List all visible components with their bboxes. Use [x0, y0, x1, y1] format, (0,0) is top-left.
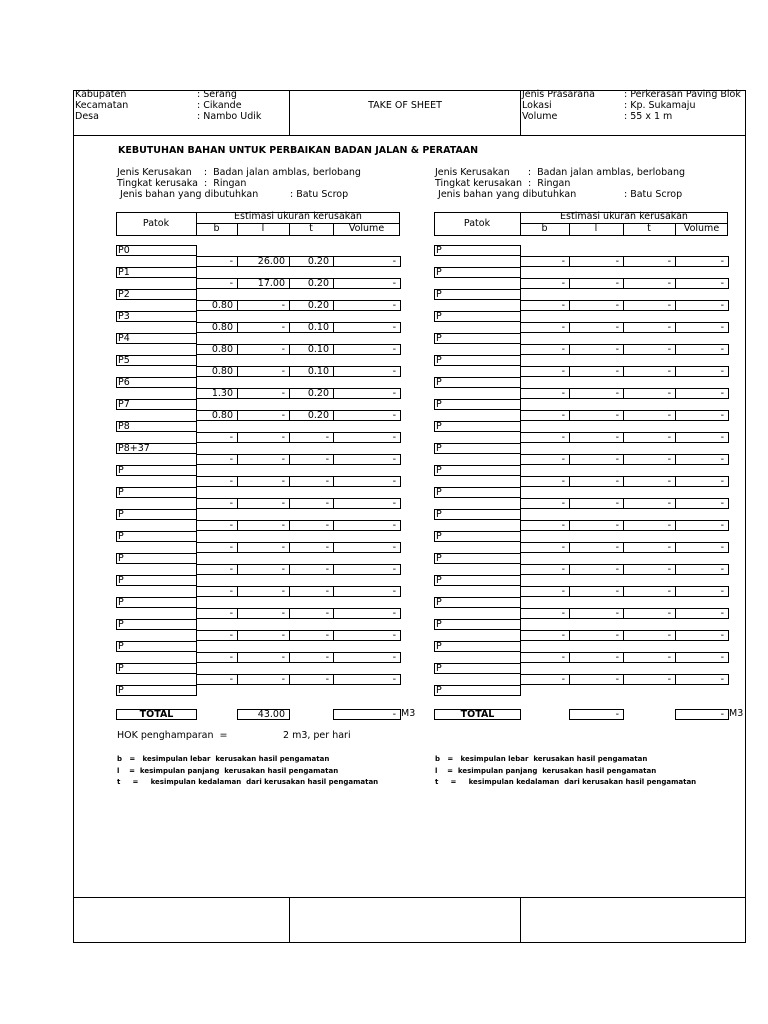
left-l-cell: - — [237, 344, 290, 355]
right-header-l: l — [594, 223, 598, 234]
right-t-cell: - — [623, 652, 676, 663]
left-b-cell: - — [196, 454, 238, 465]
right-l-cell: - — [569, 498, 624, 509]
left-b-cell: 0.80 — [196, 344, 238, 355]
left-b-cell: - — [196, 278, 238, 289]
right-b-cell: - — [520, 608, 570, 619]
right-jenis-bahan: Jenis bahan yang dibutuhkan — [435, 189, 577, 200]
right-l-cell: - — [569, 454, 624, 465]
left-patok-cell: P6 — [116, 377, 197, 388]
right-b-cell: - — [520, 564, 570, 575]
left-patok-cell: P2 — [116, 289, 197, 300]
header-col-divider-2 — [520, 90, 521, 135]
left-l-cell: - — [237, 542, 290, 553]
footer-divider — [73, 897, 746, 898]
right-patok-cell: P — [434, 267, 521, 278]
right-total-label: TOTAL — [434, 709, 521, 720]
left-total-volume: - — [333, 709, 401, 720]
left-t-cell: - — [289, 498, 334, 509]
right-v-cell: - — [675, 454, 729, 465]
left-b-cell: 0.80 — [196, 410, 238, 421]
left-patok-cell: P3 — [116, 311, 197, 322]
right-header-estimasi: Estimasi ukuran kerusakan — [560, 211, 688, 222]
right-t-cell: - — [623, 476, 676, 487]
right-l-cell: - — [569, 278, 624, 289]
left-b-cell: - — [196, 586, 238, 597]
left-t-cell: 0.20 — [289, 300, 334, 311]
right-v-cell: - — [675, 498, 729, 509]
right-v-cell: - — [675, 630, 729, 641]
left-t-cell: 0.10 — [289, 344, 334, 355]
left-patok-cell: P1 — [116, 267, 197, 278]
left-v-cell: - — [333, 278, 401, 289]
right-v-cell: - — [675, 476, 729, 487]
left-v-cell: - — [333, 432, 401, 443]
right-t-cell: - — [623, 630, 676, 641]
left-v-cell: - — [333, 322, 401, 333]
right-b-cell: - — [520, 256, 570, 267]
header-lokasi-label: Lokasi — [522, 100, 552, 111]
right-b-cell: - — [520, 278, 570, 289]
left-b-cell: - — [196, 564, 238, 575]
right-patok-cell: P — [434, 377, 521, 388]
right-patok-cell: P — [434, 487, 521, 498]
left-v-cell: - — [333, 410, 401, 421]
right-patok-cell: P — [434, 531, 521, 542]
left-b-cell: 0.80 — [196, 300, 238, 311]
left-v-cell: - — [333, 630, 401, 641]
right-v-cell: - — [675, 300, 729, 311]
right-b-cell: - — [520, 388, 570, 399]
left-t-cell: 0.20 — [289, 410, 334, 421]
left-header-estimasi: Estimasi ukuran kerusakan — [234, 211, 362, 222]
section-title: KEBUTUHAN BAHAN UNTUK PERBAIKAN BADAN JALAN & PERATAAN — [118, 145, 479, 156]
right-patok-cell: P — [434, 597, 521, 608]
right-patok-cell: P — [434, 575, 521, 586]
left-tingkat-kerusakan: Tingkat kerusaka : Ringan — [117, 178, 247, 189]
right-l-cell: - — [569, 388, 624, 399]
left-total-l: 43.00 — [237, 709, 290, 720]
right-b-cell: - — [520, 498, 570, 509]
right-l-cell: - — [569, 366, 624, 377]
left-patok-cell: P — [116, 531, 197, 542]
right-jenis-bahan-value: : Batu Scrop — [624, 189, 683, 200]
right-l-cell: - — [569, 542, 624, 553]
right-patok-cell: P — [434, 685, 521, 696]
left-patok-cell: P — [116, 663, 197, 674]
left-l-cell: 17.00 — [237, 278, 290, 289]
right-b-cell: - — [520, 432, 570, 443]
left-v-cell: - — [333, 498, 401, 509]
left-header-b: b — [213, 223, 220, 234]
left-l-cell: 26.00 — [237, 256, 290, 267]
left-l-cell: - — [237, 322, 290, 333]
left-l-cell: - — [237, 410, 290, 421]
left-l-cell: - — [237, 586, 290, 597]
right-t-cell: - — [623, 388, 676, 399]
left-t-cell: - — [289, 674, 334, 685]
right-header-b: b — [541, 223, 548, 234]
header-prasarana-label: Jenis Prasarana — [522, 89, 595, 100]
left-t-cell: 0.20 — [289, 256, 334, 267]
right-v-cell: - — [675, 410, 729, 421]
left-l-cell: - — [237, 432, 290, 443]
left-b-cell: - — [196, 652, 238, 663]
left-t-cell: 0.10 — [289, 366, 334, 377]
right-t-cell: - — [623, 608, 676, 619]
left-jenis-bahan-value: : Batu Scrop — [290, 189, 349, 200]
left-v-cell: - — [333, 520, 401, 531]
right-total-l: - — [569, 709, 624, 720]
right-patok-cell: P — [434, 311, 521, 322]
right-v-cell: - — [675, 344, 729, 355]
left-t-cell: - — [289, 454, 334, 465]
right-t-cell: - — [623, 432, 676, 443]
left-total-unit: M3 — [401, 708, 416, 719]
right-b-cell: - — [520, 630, 570, 641]
header-desa-label: Desa — [75, 111, 99, 122]
header-kabupaten-label: Kabupaten — [75, 89, 127, 100]
right-t-cell: - — [623, 256, 676, 267]
header-col-divider-1 — [289, 90, 290, 135]
right-l-cell: - — [569, 674, 624, 685]
sheet-title: TAKE OF SHEET — [368, 100, 442, 111]
right-t-cell: - — [623, 322, 676, 333]
left-t-cell: - — [289, 630, 334, 641]
right-patok-cell: P — [434, 421, 521, 432]
legend-right-b: b = kesimpulan lebar kerusakan hasil pengamatan — [435, 755, 648, 763]
left-header-l: l — [261, 223, 265, 234]
right-t-cell: - — [623, 366, 676, 377]
right-t-cell: - — [623, 300, 676, 311]
left-l-cell: - — [237, 652, 290, 663]
right-l-cell: - — [569, 256, 624, 267]
hok-value: 2 m3, per hari — [283, 730, 351, 741]
right-v-cell: - — [675, 256, 729, 267]
right-t-cell: - — [623, 674, 676, 685]
right-t-cell: - — [623, 586, 676, 597]
right-patok-cell: P — [434, 289, 521, 300]
left-patok-cell: P8+37 — [116, 443, 197, 454]
right-v-cell: - — [675, 520, 729, 531]
right-l-cell: - — [569, 564, 624, 575]
right-b-cell: - — [520, 300, 570, 311]
left-header-patok: Patok — [142, 218, 170, 229]
right-v-cell: - — [675, 366, 729, 377]
left-jenis-kerusakan: Jenis Kerusakan : Badan jalan amblas, berlobang — [117, 167, 361, 178]
left-t-cell: - — [289, 608, 334, 619]
left-t-cell: - — [289, 432, 334, 443]
right-v-cell: - — [675, 586, 729, 597]
header-kabupaten-value: : Serang — [197, 89, 237, 100]
left-patok-cell: P — [116, 641, 197, 652]
left-patok-cell: P — [116, 597, 197, 608]
left-b-cell: - — [196, 608, 238, 619]
header-desa-value: : Nambo Udik — [197, 111, 262, 122]
left-b-cell: - — [196, 674, 238, 685]
right-b-cell: - — [520, 344, 570, 355]
left-patok-cell: P — [116, 487, 197, 498]
left-b-cell: 0.80 — [196, 322, 238, 333]
left-t-cell: - — [289, 564, 334, 575]
legend-right-l: l = kesimpulan panjang kerusakan hasil pengamatan — [435, 767, 657, 775]
right-jenis-kerusakan: Jenis Kerusakan : Badan jalan amblas, berlobang — [435, 167, 685, 178]
header-divider — [73, 135, 746, 136]
right-t-cell: - — [623, 564, 676, 575]
left-b-cell: - — [196, 520, 238, 531]
header-lokasi-value: : Kp. Sukamaju — [624, 100, 696, 111]
legend-right-t: t = kesimpulan kedalaman dari kerusakan hasil pengamatan — [435, 778, 697, 786]
left-v-cell: - — [333, 564, 401, 575]
right-v-cell: - — [675, 564, 729, 575]
left-l-cell: - — [237, 564, 290, 575]
left-l-cell: - — [237, 498, 290, 509]
right-t-cell: - — [623, 520, 676, 531]
right-header-volume: Volume — [683, 223, 720, 234]
left-l-cell: - — [237, 476, 290, 487]
right-l-cell: - — [569, 476, 624, 487]
left-b-cell: - — [196, 476, 238, 487]
left-jenis-bahan: Jenis bahan yang dibutuhkan — [117, 189, 259, 200]
left-l-cell: - — [237, 388, 290, 399]
left-b-cell: - — [196, 498, 238, 509]
left-l-cell: - — [237, 608, 290, 619]
left-v-cell: - — [333, 388, 401, 399]
left-v-cell: - — [333, 652, 401, 663]
left-v-cell: - — [333, 674, 401, 685]
right-b-cell: - — [520, 652, 570, 663]
right-b-cell: - — [520, 586, 570, 597]
right-v-cell: - — [675, 278, 729, 289]
left-patok-cell: P — [116, 575, 197, 586]
left-t-cell: - — [289, 520, 334, 531]
right-patok-cell: P — [434, 443, 521, 454]
right-patok-cell: P — [434, 509, 521, 520]
right-t-cell: - — [623, 278, 676, 289]
left-l-cell: - — [237, 366, 290, 377]
left-b-cell: - — [196, 256, 238, 267]
legend-left-t: t = kesimpulan kedalaman dari kerusakan hasil pengamatan — [117, 778, 379, 786]
left-v-cell: - — [333, 300, 401, 311]
left-v-cell: - — [333, 542, 401, 553]
right-v-cell: - — [675, 322, 729, 333]
left-header-t: t — [309, 223, 313, 234]
right-v-cell: - — [675, 652, 729, 663]
left-patok-cell: P5 — [116, 355, 197, 366]
right-patok-cell: P — [434, 399, 521, 410]
right-header-patok: Patok — [463, 218, 491, 229]
footer-col-divider-2 — [520, 897, 521, 943]
left-patok-cell: P8 — [116, 421, 197, 432]
right-b-cell: - — [520, 520, 570, 531]
right-b-cell: - — [520, 542, 570, 553]
left-header-volume: Volume — [348, 223, 385, 234]
right-l-cell: - — [569, 630, 624, 641]
right-patok-cell: P — [434, 245, 521, 256]
left-l-cell: - — [237, 674, 290, 685]
right-b-cell: - — [520, 366, 570, 377]
right-v-cell: - — [675, 432, 729, 443]
right-v-cell: - — [675, 542, 729, 553]
left-patok-cell: P7 — [116, 399, 197, 410]
left-l-cell: - — [237, 520, 290, 531]
left-v-cell: - — [333, 476, 401, 487]
left-patok-cell: P0 — [116, 245, 197, 256]
left-v-cell: - — [333, 256, 401, 267]
left-patok-cell: P4 — [116, 333, 197, 344]
right-b-cell: - — [520, 476, 570, 487]
right-patok-cell: P — [434, 641, 521, 652]
right-v-cell: - — [675, 388, 729, 399]
right-t-cell: - — [623, 410, 676, 421]
left-patok-cell: P — [116, 509, 197, 520]
left-t-cell: - — [289, 586, 334, 597]
right-v-cell: - — [675, 608, 729, 619]
right-t-cell: - — [623, 454, 676, 465]
left-l-cell: - — [237, 454, 290, 465]
right-l-cell: - — [569, 300, 624, 311]
left-t-cell: 0.20 — [289, 388, 334, 399]
left-b-cell: - — [196, 542, 238, 553]
right-b-cell: - — [520, 410, 570, 421]
right-b-cell: - — [520, 322, 570, 333]
right-l-cell: - — [569, 344, 624, 355]
right-l-cell: - — [569, 432, 624, 443]
left-l-cell: - — [237, 630, 290, 641]
hok-label: HOK penghamparan = — [117, 730, 228, 741]
left-total-label: TOTAL — [116, 709, 197, 720]
right-patok-cell: P — [434, 355, 521, 366]
right-header-t: t — [647, 223, 651, 234]
right-l-cell: - — [569, 410, 624, 421]
right-patok-cell: P — [434, 619, 521, 630]
right-b-cell: - — [520, 674, 570, 685]
right-patok-cell: P — [434, 553, 521, 564]
right-l-cell: - — [569, 520, 624, 531]
right-t-cell: - — [623, 498, 676, 509]
right-b-cell: - — [520, 454, 570, 465]
left-patok-cell: P — [116, 685, 197, 696]
right-v-cell: - — [675, 674, 729, 685]
header-kecamatan-value: : Cikande — [197, 100, 242, 111]
left-patok-cell: P — [116, 619, 197, 630]
legend-left-b: b = kesimpulan lebar kerusakan hasil pengamatan — [117, 755, 330, 763]
right-patok-cell: P — [434, 465, 521, 476]
header-prasarana-value: : Perkerasan Paving Blok — [624, 89, 741, 100]
right-tingkat-kerusakan: Tingkat kerusakan : Ringan — [435, 178, 571, 189]
right-t-cell: - — [623, 542, 676, 553]
header-kecamatan-label: Kecamatan — [75, 100, 129, 111]
left-v-cell: - — [333, 454, 401, 465]
left-b-cell: - — [196, 630, 238, 641]
right-patok-cell: P — [434, 333, 521, 344]
left-patok-cell: P — [116, 553, 197, 564]
left-v-cell: - — [333, 366, 401, 377]
header-volume-label: Volume — [522, 111, 558, 122]
right-l-cell: - — [569, 322, 624, 333]
legend-left-l: l = kesimpulan panjang kerusakan hasil pengamatan — [117, 767, 339, 775]
left-v-cell: - — [333, 344, 401, 355]
left-b-cell: 0.80 — [196, 366, 238, 377]
right-l-cell: - — [569, 608, 624, 619]
left-b-cell: 1.30 — [196, 388, 238, 399]
left-t-cell: - — [289, 542, 334, 553]
right-t-cell: - — [623, 344, 676, 355]
right-total-volume: - — [675, 709, 729, 720]
right-total-unit: M3 — [729, 708, 744, 719]
left-v-cell: - — [333, 586, 401, 597]
left-t-cell: - — [289, 652, 334, 663]
right-l-cell: - — [569, 652, 624, 663]
left-v-cell: - — [333, 608, 401, 619]
left-b-cell: - — [196, 432, 238, 443]
left-l-cell: - — [237, 300, 290, 311]
left-patok-cell: P — [116, 465, 197, 476]
left-t-cell: - — [289, 476, 334, 487]
footer-col-divider-1 — [289, 897, 290, 943]
right-patok-cell: P — [434, 663, 521, 674]
right-l-cell: - — [569, 586, 624, 597]
left-t-cell: 0.10 — [289, 322, 334, 333]
header-volume-value: : 55 x 1 m — [624, 111, 673, 122]
left-t-cell: 0.20 — [289, 278, 334, 289]
